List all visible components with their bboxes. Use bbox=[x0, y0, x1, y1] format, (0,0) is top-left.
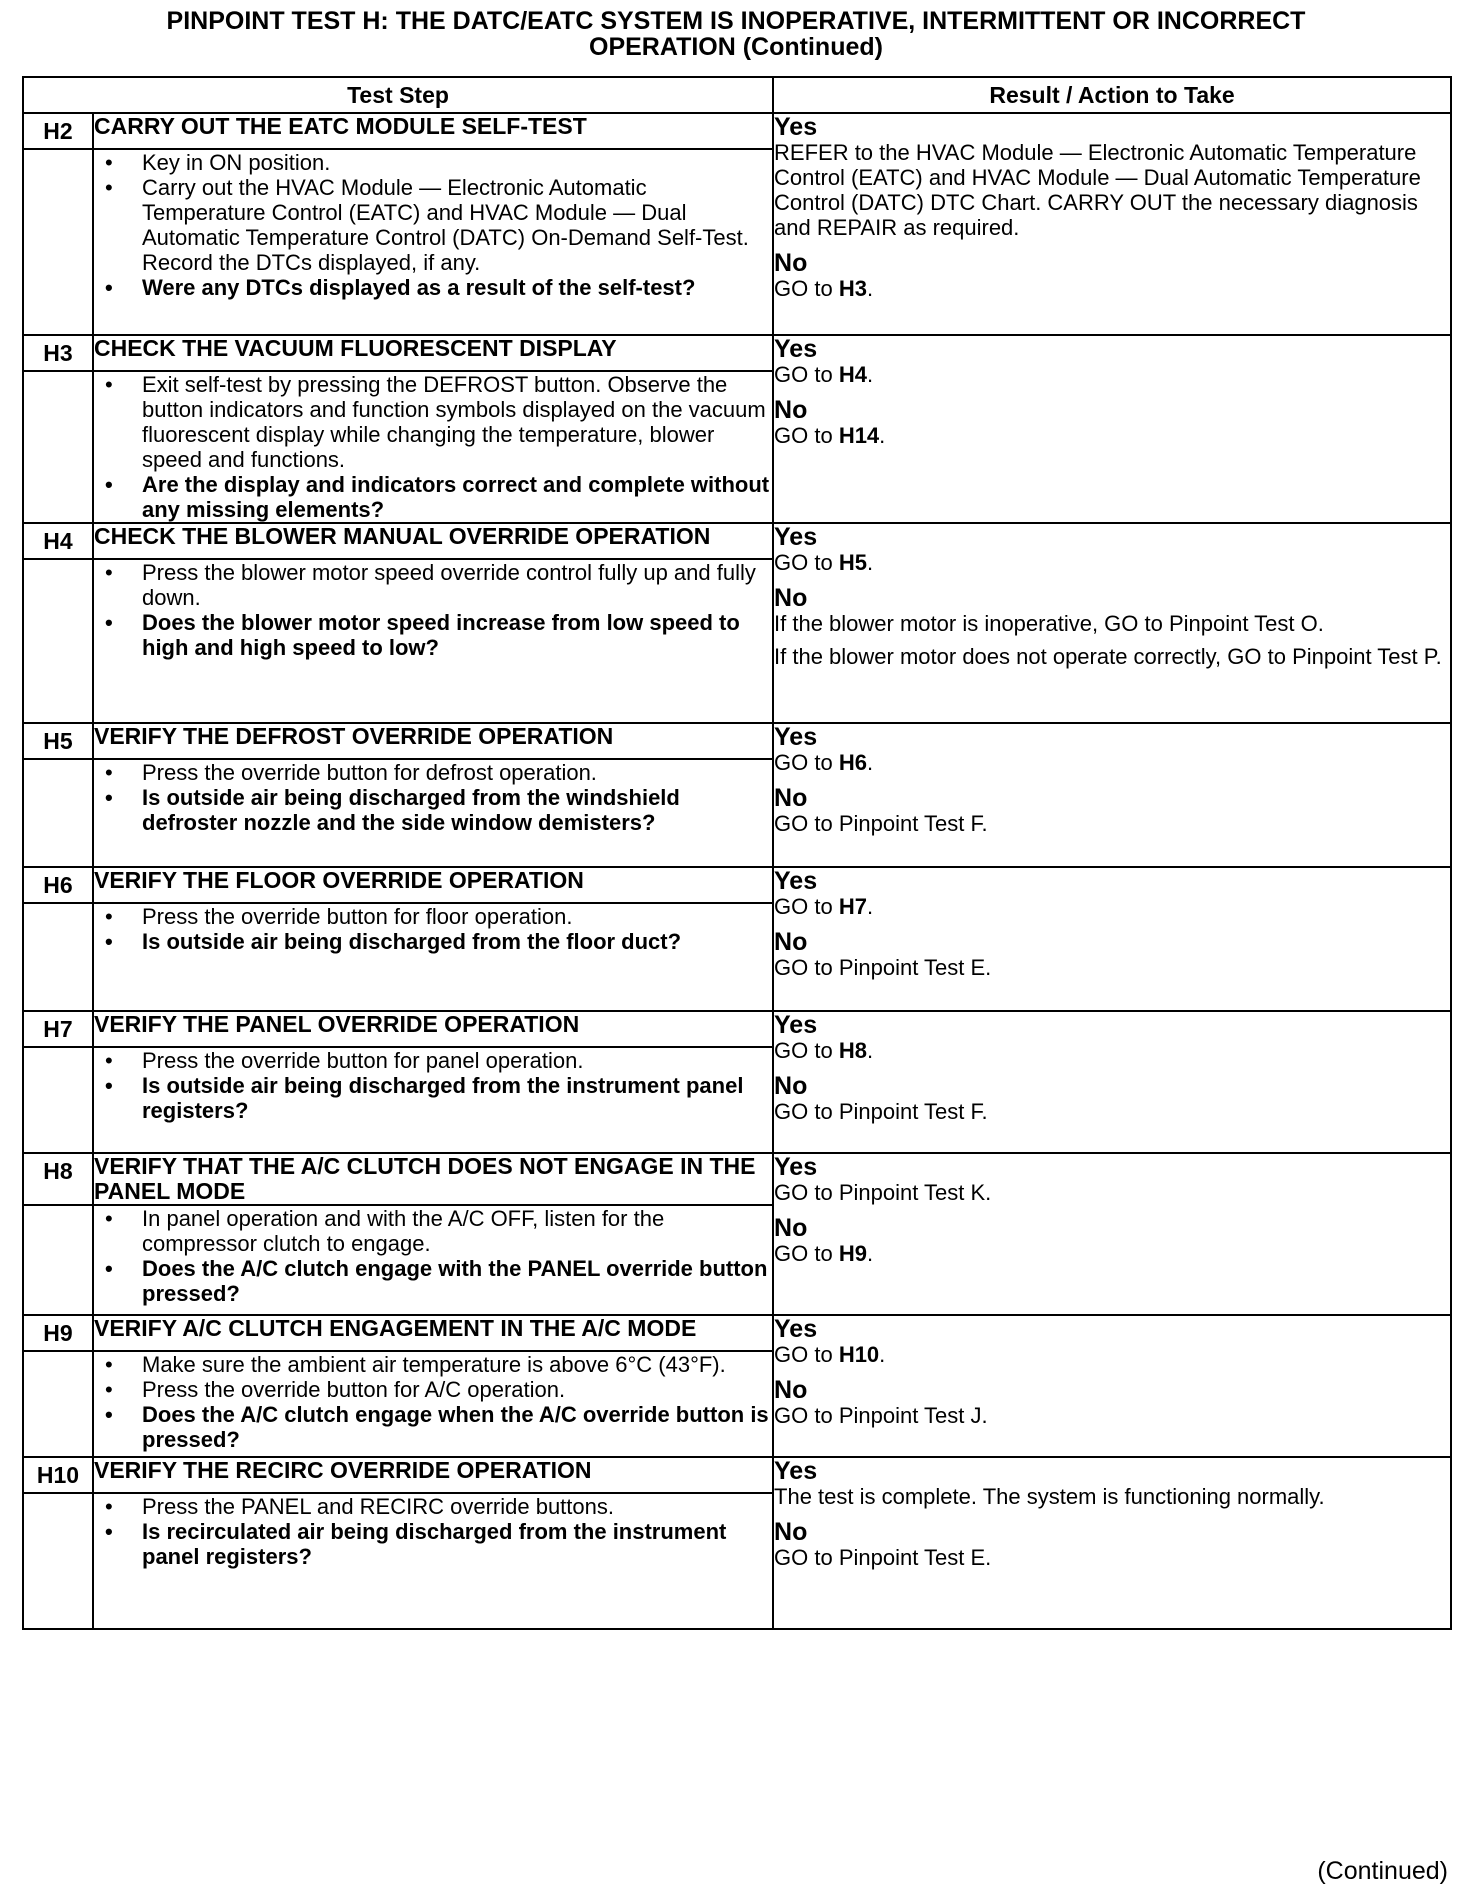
step-bullet: • Key in ON position. bbox=[94, 150, 772, 175]
step-question: • Are the display and indicators correct and complete without any missing elements? bbox=[94, 472, 772, 522]
step-id-spacer bbox=[23, 903, 93, 1011]
step-title-row bbox=[23, 335, 1451, 371]
step-question: • Is recirculated air being discharged from the instrument panel registers? bbox=[94, 1519, 772, 1569]
step-body bbox=[93, 1205, 773, 1315]
step-title-row bbox=[23, 1457, 1451, 1493]
no-action: GO to Pinpoint Test E. bbox=[774, 1545, 992, 1570]
title-line-1: PINPOINT TEST H: THE DATC/EATC SYSTEM IS INOPERATIVE, INTERMITTENT OR INCORRECT bbox=[166, 7, 1306, 35]
yes-label: Yes bbox=[774, 523, 818, 551]
step-result bbox=[773, 113, 1451, 335]
step-question: • Is outside air being discharged from the windshield defroster nozzle and the side window demisters? bbox=[94, 785, 772, 835]
step-bullet-list bbox=[94, 904, 772, 954]
step-title: VERIFY THAT THE A/C CLUTCH DOES NOT ENGAGE IN THE PANEL MODE bbox=[93, 1153, 773, 1205]
step-title: VERIFY THE PANEL OVERRIDE OPERATION bbox=[93, 1011, 773, 1047]
step-id: H7 bbox=[23, 1011, 93, 1047]
step-id: H6 bbox=[23, 867, 93, 903]
step-title: CARRY OUT THE EATC MODULE SELF-TEST bbox=[93, 113, 773, 149]
step-id-spacer bbox=[23, 1205, 93, 1315]
step-id-spacer bbox=[23, 371, 93, 523]
step-id-spacer bbox=[23, 559, 93, 723]
step-bullet-list bbox=[94, 1352, 772, 1452]
step-title: VERIFY THE DEFROST OVERRIDE OPERATION bbox=[93, 723, 773, 759]
step-result bbox=[773, 1153, 1451, 1315]
step-id-spacer bbox=[23, 1493, 93, 1629]
yes-label: Yes bbox=[774, 867, 818, 895]
step-reference: H14 bbox=[838, 423, 880, 448]
step-id-spacer bbox=[23, 1351, 93, 1457]
yes-label: Yes bbox=[774, 113, 818, 141]
step-title-row bbox=[23, 523, 1451, 559]
step-title-row bbox=[23, 113, 1451, 149]
step-result bbox=[773, 1011, 1451, 1153]
no-action: GO to Pinpoint Test J. bbox=[774, 1403, 988, 1428]
step-bullet-list bbox=[94, 1494, 772, 1569]
yes-action: GO to H5. bbox=[774, 550, 874, 575]
yes-action: GO to H8. bbox=[774, 1038, 874, 1063]
step-title: VERIFY A/C CLUTCH ENGAGEMENT IN THE A/C MODE bbox=[93, 1315, 773, 1351]
no-action: If the blower motor is inoperative, GO to Pinpoint Test O. bbox=[774, 611, 1324, 636]
step-title-row bbox=[23, 867, 1451, 903]
step-title: CHECK THE VACUUM FLUORESCENT DISPLAY bbox=[93, 335, 773, 371]
step-title: VERIFY THE FLOOR OVERRIDE OPERATION bbox=[93, 867, 773, 903]
step-bullet: • Press the PANEL and RECIRC override buttons. bbox=[94, 1494, 772, 1519]
yes-label: Yes bbox=[774, 335, 818, 363]
step-title-row bbox=[23, 723, 1451, 759]
step-body bbox=[93, 903, 773, 1011]
step-bullet: • In panel operation and with the A/C OFF, listen for the compressor clutch to engage. bbox=[94, 1206, 772, 1256]
document-title bbox=[22, 8, 1450, 60]
step-bullet: • Press the override button for panel operation. bbox=[94, 1048, 772, 1073]
step-id: H3 bbox=[23, 335, 93, 371]
no-label: No bbox=[774, 249, 808, 277]
yes-label: Yes bbox=[774, 1011, 818, 1039]
no-label: No bbox=[774, 584, 808, 612]
step-question: • Does the A/C clutch engage when the A/C override button is pressed? bbox=[94, 1402, 772, 1452]
yes-action: The test is complete. The system is functioning normally. bbox=[774, 1484, 1325, 1509]
step-result bbox=[773, 523, 1451, 723]
step-reference: H7 bbox=[838, 894, 867, 919]
no-label: No bbox=[774, 1072, 808, 1100]
step-result bbox=[773, 723, 1451, 867]
no-action: GO to Pinpoint Test E. bbox=[774, 955, 992, 980]
yes-action: GO to H6. bbox=[774, 750, 874, 775]
step-body bbox=[93, 1351, 773, 1457]
result-header: Result / Action to Take bbox=[773, 77, 1451, 113]
table-header-row bbox=[23, 77, 1451, 113]
step-id: H4 bbox=[23, 523, 93, 559]
step-bullet: • Make sure the ambient air temperature is above 6°C (43°F). bbox=[94, 1352, 772, 1377]
no-label: No bbox=[774, 928, 808, 956]
step-id: H2 bbox=[23, 113, 93, 149]
no-label: No bbox=[774, 396, 808, 424]
step-bullet: • Press the blower motor speed override control fully up and fully down. bbox=[94, 560, 772, 610]
step-question: • Does the blower motor speed increase from low speed to high and high speed to low? bbox=[94, 610, 772, 660]
step-id-spacer bbox=[23, 759, 93, 867]
yes-action: GO to H10. bbox=[774, 1342, 886, 1367]
step-id-spacer bbox=[23, 149, 93, 335]
step-title-row bbox=[23, 1011, 1451, 1047]
step-result bbox=[773, 1315, 1451, 1457]
step-bullet: • Exit self-test by pressing the DEFROST button. Observe the button indicators and function symbols displayed on the vacuum fluorescent display while changing the temperature, blower speed and functions. bbox=[94, 372, 772, 472]
pinpoint-test-table bbox=[22, 76, 1452, 1630]
no-action-alt: If the blower motor does not operate correctly, GO to Pinpoint Test P. bbox=[774, 644, 1442, 669]
step-result bbox=[773, 867, 1451, 1011]
yes-label: Yes bbox=[774, 1457, 818, 1485]
step-bullet: • Press the override button for floor operation. bbox=[94, 904, 772, 929]
yes-action: GO to Pinpoint Test K. bbox=[774, 1180, 992, 1205]
step-body bbox=[93, 1493, 773, 1629]
step-id: H9 bbox=[23, 1315, 93, 1351]
step-question: • Is outside air being discharged from the floor duct? bbox=[94, 929, 772, 954]
step-bullet-list bbox=[94, 760, 772, 835]
yes-label: Yes bbox=[774, 1153, 818, 1181]
step-reference: H9 bbox=[838, 1241, 867, 1266]
step-body bbox=[93, 149, 773, 335]
step-bullet: • Carry out the HVAC Module — Electronic Automatic Temperature Control (EATC) and HVAC Module — Dual Automatic Temperature Control (DATC) On-Demand Self-Test. Record the DTCs displayed, if any. bbox=[94, 175, 772, 275]
step-title: VERIFY THE RECIRC OVERRIDE OPERATION bbox=[93, 1457, 773, 1493]
yes-action: GO to H4. bbox=[774, 362, 874, 387]
no-action: GO to H9. bbox=[774, 1241, 874, 1266]
title-line-2: OPERATION (Continued) bbox=[589, 33, 883, 61]
step-question: • Does the A/C clutch engage with the PANEL override button pressed? bbox=[94, 1256, 772, 1306]
step-question: • Is outside air being discharged from the instrument panel registers? bbox=[94, 1073, 772, 1123]
step-id: H8 bbox=[23, 1153, 93, 1205]
step-bullet-list bbox=[94, 1048, 772, 1123]
no-label: No bbox=[774, 1376, 808, 1404]
step-reference: H3 bbox=[838, 276, 867, 301]
step-body bbox=[93, 371, 773, 523]
step-result bbox=[773, 1457, 1451, 1629]
step-body bbox=[93, 1047, 773, 1153]
step-body bbox=[93, 559, 773, 723]
no-action: GO to H14. bbox=[774, 423, 886, 448]
step-bullet: • Press the override button for A/C operation. bbox=[94, 1377, 772, 1402]
step-id: H10 bbox=[23, 1457, 93, 1493]
step-body bbox=[93, 759, 773, 867]
step-reference: H10 bbox=[838, 1342, 880, 1367]
step-title-row bbox=[23, 1315, 1451, 1351]
yes-action: REFER to the HVAC Module — Electronic Automatic Temperature Control (EATC) and HVAC Module — Dual Automatic Temperature Control (DATC) DTC Chart. CARRY OUT the necessary diagnosis and REPAIR as required. bbox=[774, 140, 1421, 240]
step-bullet-list bbox=[94, 150, 772, 300]
step-title-row bbox=[23, 1153, 1451, 1205]
step-id: H5 bbox=[23, 723, 93, 759]
step-title: CHECK THE BLOWER MANUAL OVERRIDE OPERATION bbox=[93, 523, 773, 559]
no-label: No bbox=[774, 784, 808, 812]
yes-label: Yes bbox=[774, 1315, 818, 1343]
yes-action: GO to H7. bbox=[774, 894, 874, 919]
step-reference: H5 bbox=[838, 550, 867, 575]
no-action: GO to Pinpoint Test F. bbox=[774, 1099, 988, 1124]
no-label: No bbox=[774, 1518, 808, 1546]
step-question: • Were any DTCs displayed as a result of the self-test? bbox=[94, 275, 772, 300]
no-action: GO to Pinpoint Test F. bbox=[774, 811, 988, 836]
step-id-spacer bbox=[23, 1047, 93, 1153]
yes-label: Yes bbox=[774, 723, 818, 751]
step-bullet-list bbox=[94, 372, 772, 522]
no-action: GO to H3. bbox=[774, 276, 874, 301]
test-step-header: Test Step bbox=[23, 77, 773, 113]
step-bullet-list bbox=[94, 1206, 772, 1306]
no-label: No bbox=[774, 1214, 808, 1242]
step-reference: H8 bbox=[838, 1038, 867, 1063]
step-bullet: • Press the override button for defrost operation. bbox=[94, 760, 772, 785]
step-bullet-list bbox=[94, 560, 772, 660]
step-result bbox=[773, 335, 1451, 523]
step-reference: H6 bbox=[838, 750, 867, 775]
continued-label: (Continued) bbox=[1317, 1857, 1448, 1885]
step-reference: H4 bbox=[838, 362, 867, 387]
